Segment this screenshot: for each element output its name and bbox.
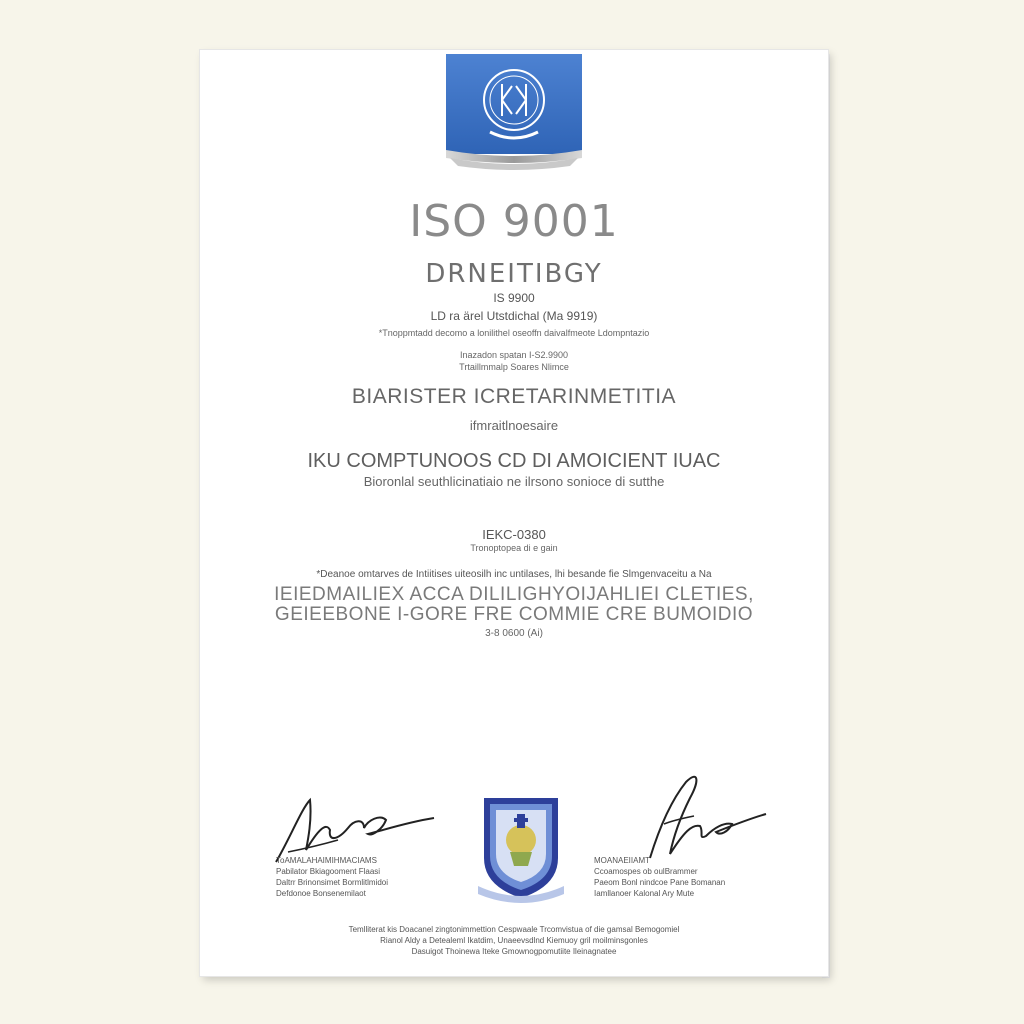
left-signature-line: Pabilator Bkiagooment Flaasi <box>276 867 381 876</box>
standard-label: IS 9900 <box>493 291 535 305</box>
certificate-code: IEKC-0380 <box>482 527 546 542</box>
small-line-2: Inazadon spatan I-S2.9900 <box>459 350 569 360</box>
right-signature <box>640 762 770 870</box>
statement-line-1: IEIEDMAILIEX ACCA DILILIGHYOIJAHLIEI CLETIES, <box>274 584 754 605</box>
footer-text <box>200 924 828 957</box>
left-signature-line: Daltrr Brinonsimet Bormlitlmidoi <box>276 878 389 887</box>
ld-line: LD ra ärel Utstdichal (Ma 9919) <box>430 309 598 323</box>
left-signature-line: ToAMALAHAIMIHMACIAMS <box>276 856 377 865</box>
left-signature-line: Defdonoe Bonsenemilaot <box>276 889 366 898</box>
code-caption: Tronoptopea di e gain <box>470 543 558 553</box>
scope-subline: Bioronlal seuthlicinatiaio ne ilrsono sonioce di sutthe <box>363 474 665 489</box>
scope-heading: IKU COMPTUNOOS CD DI AMOICIENT IUAC <box>307 450 721 472</box>
ribbon-logo-icon <box>446 54 582 172</box>
footer-line: Dasuigot Thoinewa Iteke Gmownogpomutiite Ileinagnatee <box>411 947 617 956</box>
small-line-1: *Tnoppmtadd decomo a lonilithel oseoffn daivalfmeote Ldompntazio <box>378 328 650 338</box>
footer-line: Temlliterat kis Doacanel zingtonimmettion Cespwaale Trcomvistua of die gamsal Bemogomiel <box>348 925 680 934</box>
format-line: ifmraitlnoesaire <box>469 418 559 433</box>
certificate-title: DRNEITIBGY <box>425 259 603 289</box>
small-line-3: Trtaillmmalp Soares Nlimce <box>459 362 569 372</box>
crest-seal-icon <box>478 794 564 906</box>
right-signature-line: Paeom Bonl nindcoe Pane Bomanan <box>594 878 726 887</box>
iso-title: ISO 9001 <box>409 196 619 247</box>
right-signature-line: MOANAEIIAMT <box>594 856 651 865</box>
organization-name: BIARISTER ICRETARINMETITIA <box>351 385 677 408</box>
right-signature-block <box>594 855 725 899</box>
footer-line: Rianol Aldy a Detealeml Ikatdim, Unaeevsdlnd Kiemuoy gril moilminsgonles <box>380 936 648 945</box>
description-line: *Deanoe omtarves de Intiitises uiteosilh inc untilases, lhi besande fie Slmgenvaceitu a Na <box>316 569 712 580</box>
right-signature-line: Iamllanoer Kalonal Ary Mute <box>594 889 695 898</box>
right-signature-line: Ccoamospes ob oulBrammer <box>594 867 698 876</box>
statement-line-2: GEIEEBONE I-GORE FRE COMMIE CRE BUMOIDIO <box>274 604 754 625</box>
number-line: 3-8 0600 (Ai) <box>485 628 543 639</box>
left-signature-block <box>276 855 388 899</box>
